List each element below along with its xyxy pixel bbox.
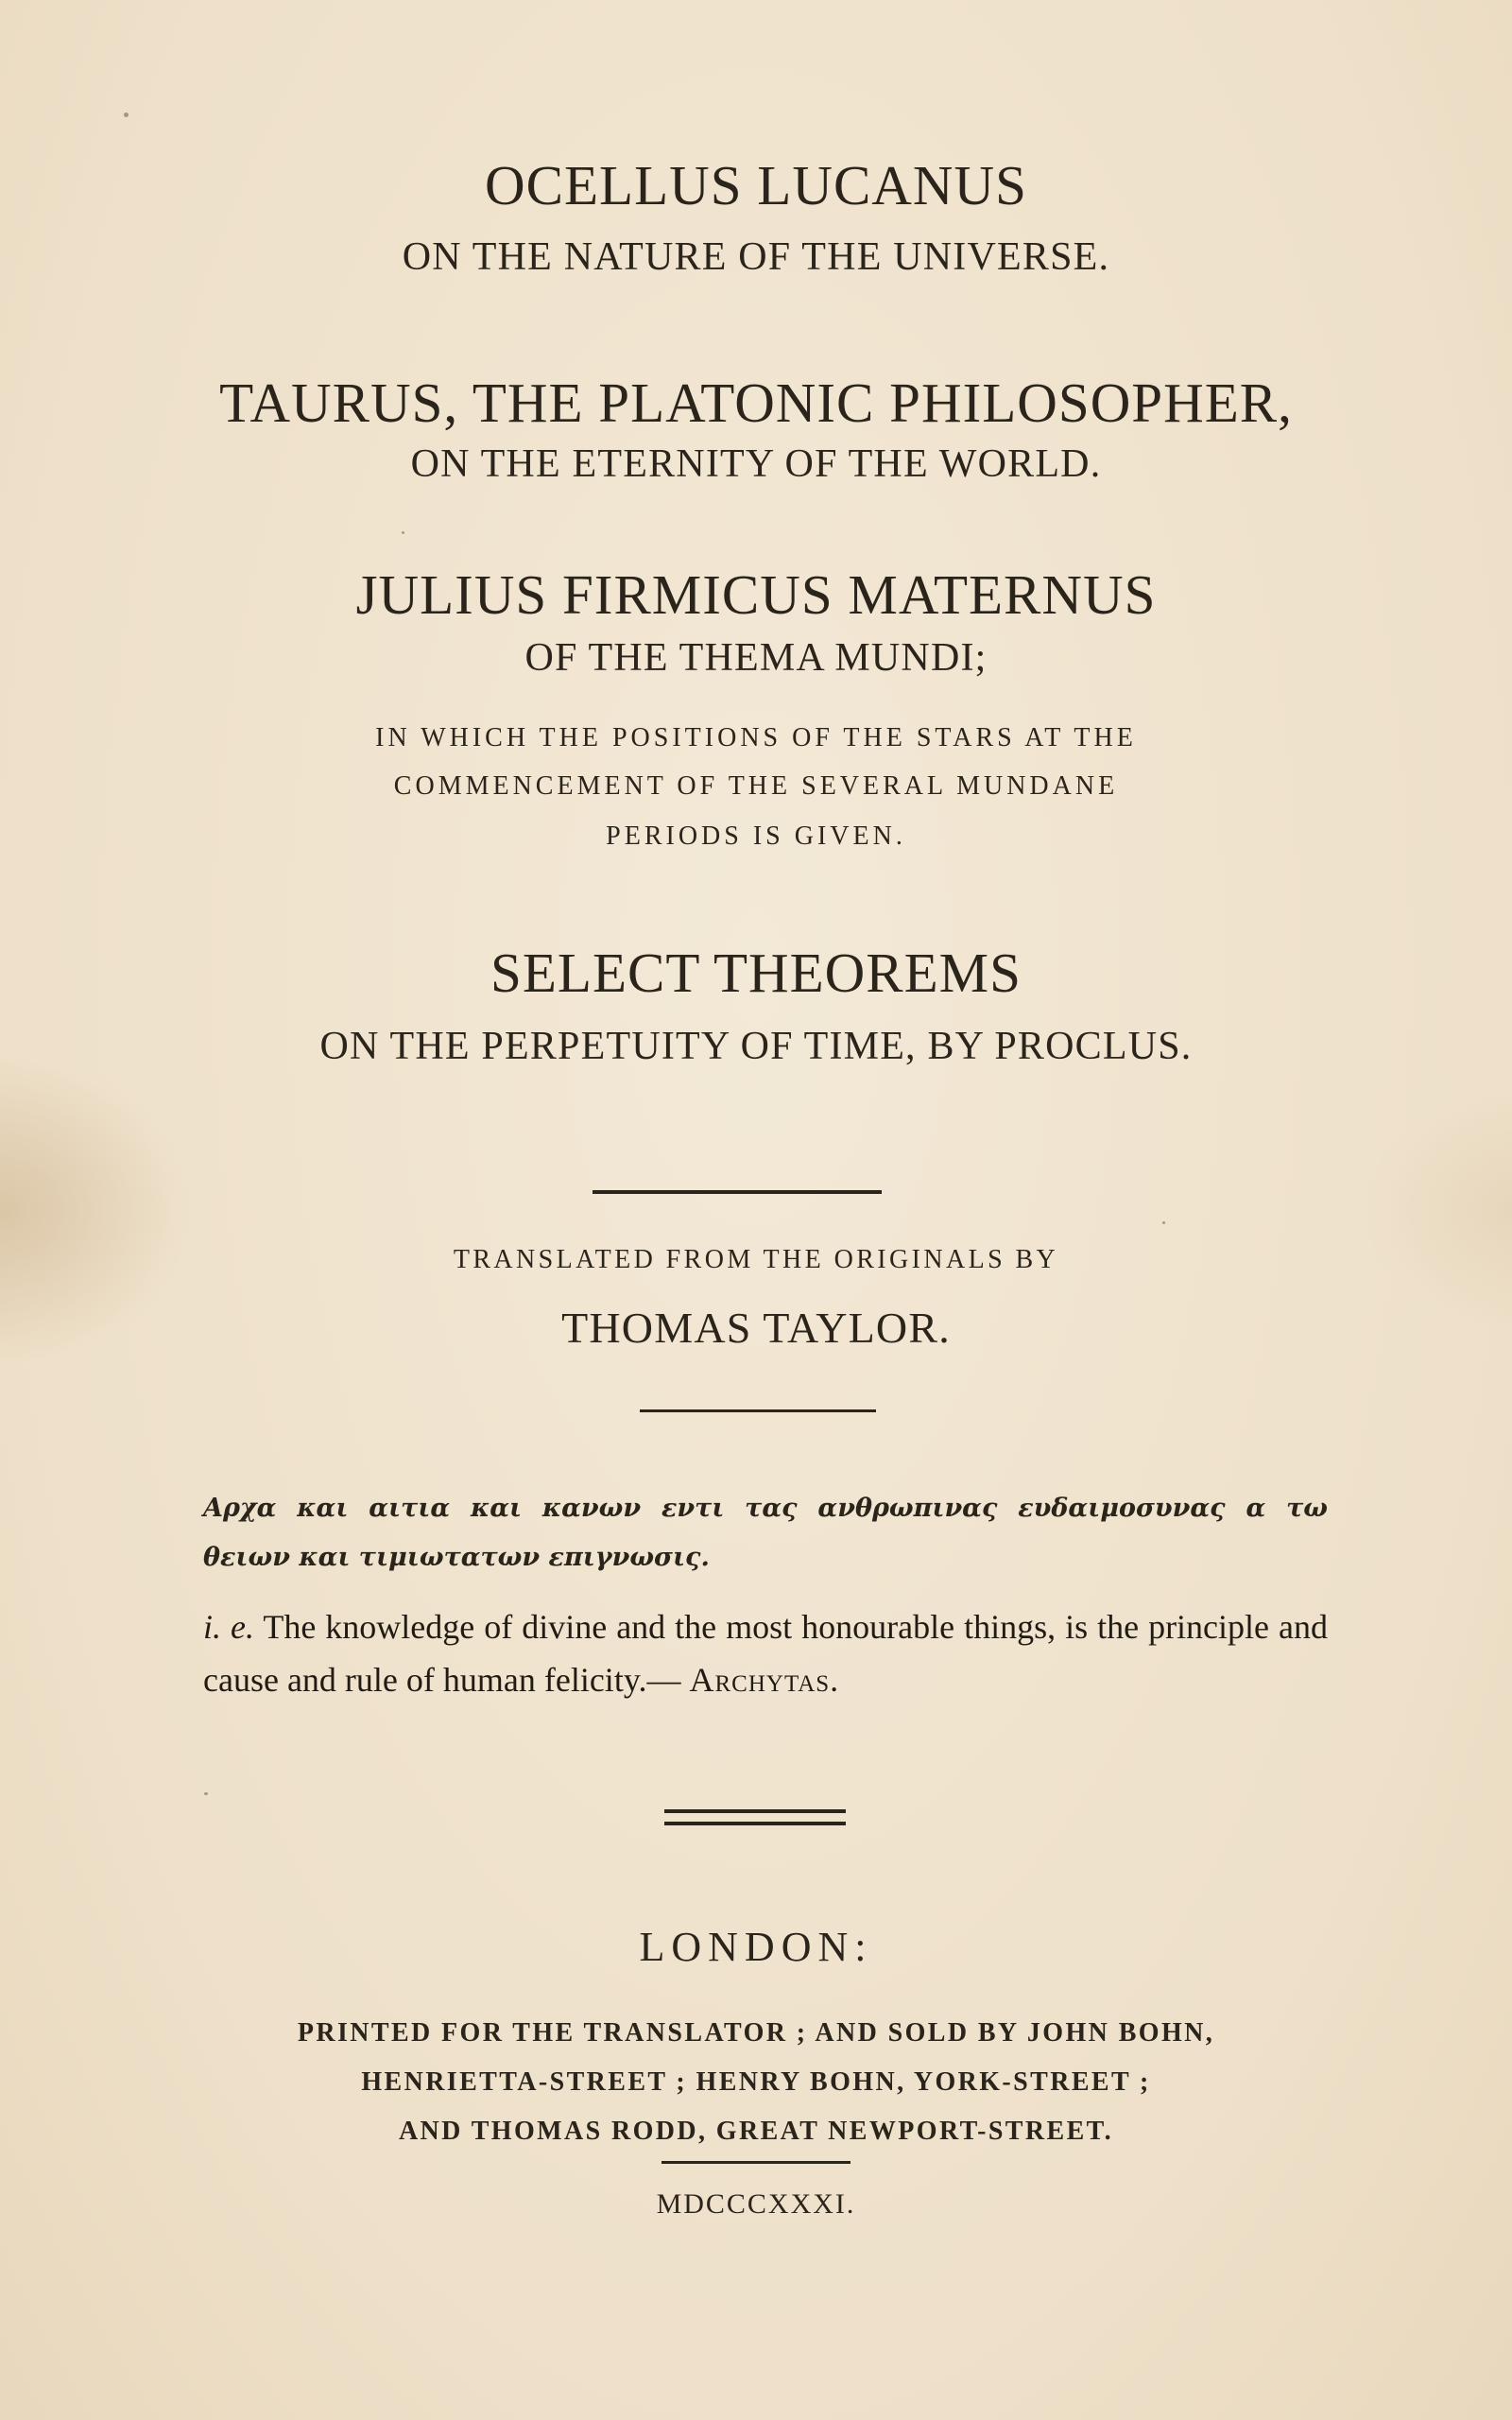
description-line-1: IN WHICH THE POSITIONS OF THE STARS AT THE [375, 723, 1137, 752]
translated-by-line: TRANSLATED FROM THE ORIGINALS BY [453, 1245, 1059, 1274]
year-rule [662, 2161, 850, 2164]
paper-speck [1162, 1221, 1165, 1224]
title-julius: JULIUS FIRMICUS MATERNUS [355, 563, 1157, 626]
title-ocellus: OCELLUS LUCANUS [485, 154, 1027, 216]
subtitle-thema-mundi: OF THE THEMA MUNDI; [524, 636, 988, 680]
subtitle-nature-universe: ON THE NATURE OF THE UNIVERSE. [402, 235, 1110, 279]
greek-line-1: Αρχα και αιτια και κανων εντι τας ανθρωπινας ευδαιμοσυνας α τω [203, 1494, 1328, 1523]
divider-rule [593, 1190, 882, 1194]
title-taurus: TAURUS, THE PLATONIC PHILOSOPHER, [219, 372, 1293, 434]
paper-speck [124, 112, 129, 117]
description-line-2: COMMENCEMENT OF THE SEVERAL MUNDANE [393, 771, 1119, 801]
title-select-theorems: SELECT THEOREMS [490, 942, 1022, 1004]
translation-lead: i. e. [203, 1608, 254, 1646]
description-line-3: PERIODS IS GIVEN. [606, 821, 906, 851]
divider-rule [640, 1409, 876, 1412]
translation-text: The knowledge of divine and the most honourable things, is the principle and cause and rule of human felicity.— [203, 1608, 1328, 1699]
subtitle-perpetuity-time: ON THE PERPETUITY OF TIME, BY PROCLUS. [319, 1025, 1193, 1068]
paper-speck [204, 1792, 208, 1795]
imprint-line-3: AND THOMAS RODD, GREAT NEWPORT-STREET. [398, 2117, 1114, 2146]
english-translation [203, 1600, 1328, 1706]
greek-line-2: θειων και τιμιωτατων επιγνωσις. [203, 1543, 710, 1572]
imprint-line-1: PRINTED FOR THE TRANSLATOR ; AND SOLD BY JOHN BOHN, [297, 2018, 1215, 2048]
imprint-line-2: HENRIETTA-STREET ; HENRY BOHN, YORK-STREET ; [361, 2067, 1151, 2097]
double-rule-top [664, 1809, 846, 1813]
greek-epigraph [203, 1484, 1328, 1582]
double-rule-bottom [664, 1822, 846, 1825]
imprint-year: MDCCCXXXI. [656, 2188, 856, 2220]
translator-name: THOMAS TAYLOR. [561, 1304, 951, 1352]
paper-speck [402, 531, 404, 534]
subtitle-eternity-world: ON THE ETERNITY OF THE WORLD. [410, 442, 1102, 486]
imprint-city: LONDON: [639, 1924, 873, 1970]
attribution-archytas: Archytas. [689, 1661, 840, 1699]
